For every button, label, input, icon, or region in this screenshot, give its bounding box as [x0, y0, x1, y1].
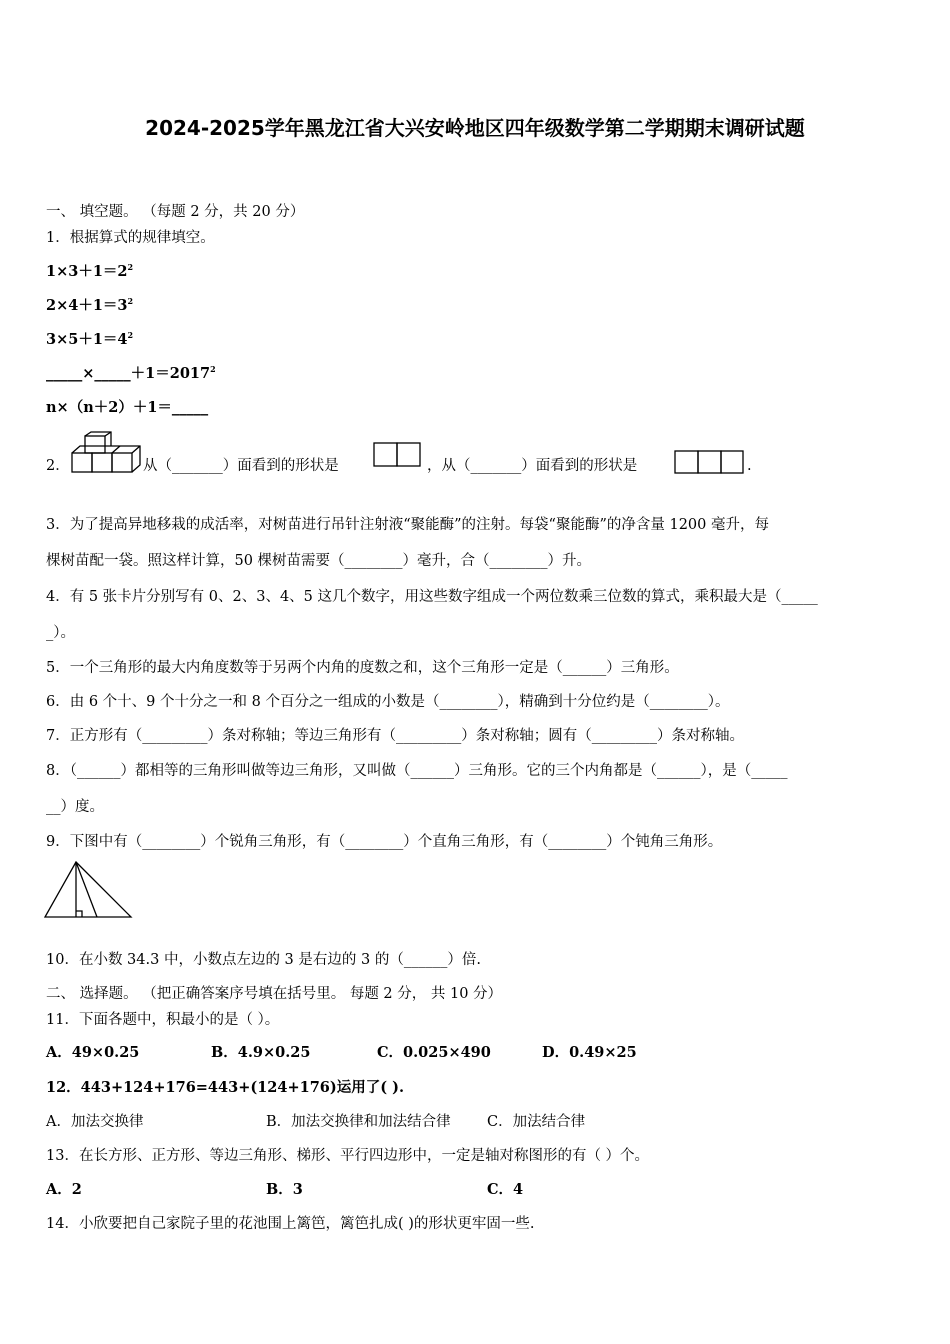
q2-end: .: [747, 458, 752, 474]
q2-number: 2．: [46, 458, 70, 474]
q8-line1: 8．（______）都相等的三角形叫做等边三角形，又叫做（______）三角形。它的三个内角都是（______），是（_____: [46, 763, 788, 779]
q3-line2: 棵树苗配一袋。照这样计算，50 棵树苗需要（________）毫升，合（________）升。: [46, 553, 592, 569]
q11-option-b: B．4.9×0.25: [211, 1044, 311, 1061]
q1-eq2: $2\times 4+1=3^2$: [46, 296, 134, 314]
section2-heading: 二、 选择题。 （把正确答案序号填在括号里。 每题 2 分， 共 10 分）: [46, 986, 503, 1002]
triangle-figure: [44, 860, 134, 920]
page-title: 2024-2025学年黑龙江省大兴安岭地区四年级数学第二学期期末调研试题: [145, 116, 805, 140]
q11-option-c: C．0.025×490: [377, 1044, 491, 1061]
q13-option-b: B．3: [266, 1181, 303, 1198]
q4-line2: _）。: [46, 625, 75, 641]
q1-eq5: n×（n＋2）＋1＝_____: [46, 399, 209, 416]
q9: 9．下图中有（________）个锐角三角形，有（________）个直角三角形，有（________）个钝角三角形。: [46, 834, 723, 850]
q2-part1: 从（_______）面看到的形状是: [143, 458, 339, 474]
q1-eq1: $1\times 3+1=2^2$: [46, 262, 134, 280]
view-shape-three-squares: [674, 449, 746, 477]
q12-option-a: A．加法交换律: [46, 1114, 144, 1130]
q7: 7．正方形有（_________）条对称轴；等边三角形有（_________）条对称轴；圆有（_________）条对称轴。: [46, 728, 744, 744]
q11-stem: 11．下面各题中，积最小的是（ ）。: [46, 1012, 280, 1028]
q6: 6．由 6 个十、9 个十分之一和 8 个百分之一组成的小数是（________），精确到十分位约是（________）。: [46, 694, 730, 710]
q12-option-b: B．加法交换律和加法结合律: [266, 1114, 451, 1130]
q11-option-d: D．0.49×25: [542, 1044, 637, 1061]
q14: 14．小欣要把自己家院子里的花池围上篱笆，篱笆扎成( )的形状更牢固一些.: [46, 1216, 535, 1232]
q2-part2: ，从（_______）面看到的形状是: [427, 458, 638, 474]
q12-stem: 12．443+124+176=443+(124+176)运用了( ).: [46, 1079, 405, 1096]
q1-eq4: $\_\_\_\_\_\times\_\_\_\_\_+1=2017^2$: [46, 364, 216, 382]
q13-option-a: A．2: [46, 1181, 82, 1198]
q11-option-a: A．49×0.25: [46, 1044, 140, 1061]
q12-option-c: C．加法结合律: [487, 1114, 586, 1130]
q1-eq3: $3\times 5+1=4^2$: [46, 330, 134, 348]
q13-stem: 13．在长方形、正方形、等边三角形、梯形、平行四边形中，一定是轴对称图形的有（ ）个。: [46, 1148, 650, 1164]
q5: 5．一个三角形的最大内角度数等于另两个内角的度数之和，这个三角形一定是（______）三角形。: [46, 660, 679, 676]
q3-line1: 3．为了提高异地移栽的成活率，对树苗进行吊针注射液“聚能酶”的注射。每袋“聚能酶”的净含量 1200 毫升，每: [46, 517, 769, 533]
cube-stack-figure: [70, 432, 142, 474]
q13-option-c: C．4: [487, 1181, 524, 1198]
q10: 10．在小数 34.3 中，小数点左边的 3 是右边的 3 的（______）倍.: [46, 952, 481, 968]
q1-stem: 1．根据算式的规律填空。: [46, 230, 215, 246]
view-shape-two-squares: [373, 441, 423, 469]
q4-line1: 4．有 5 张卡片分别写有 0、2、3、4、5 这几个数字，用这些数字组成一个两位数乘三位数的算式，乘积最大是（_____: [46, 589, 818, 605]
section1-heading: 一、 填空题。 （每题 2 分，共 20 分）: [46, 204, 305, 220]
q8-line2: __）度。: [46, 799, 104, 815]
